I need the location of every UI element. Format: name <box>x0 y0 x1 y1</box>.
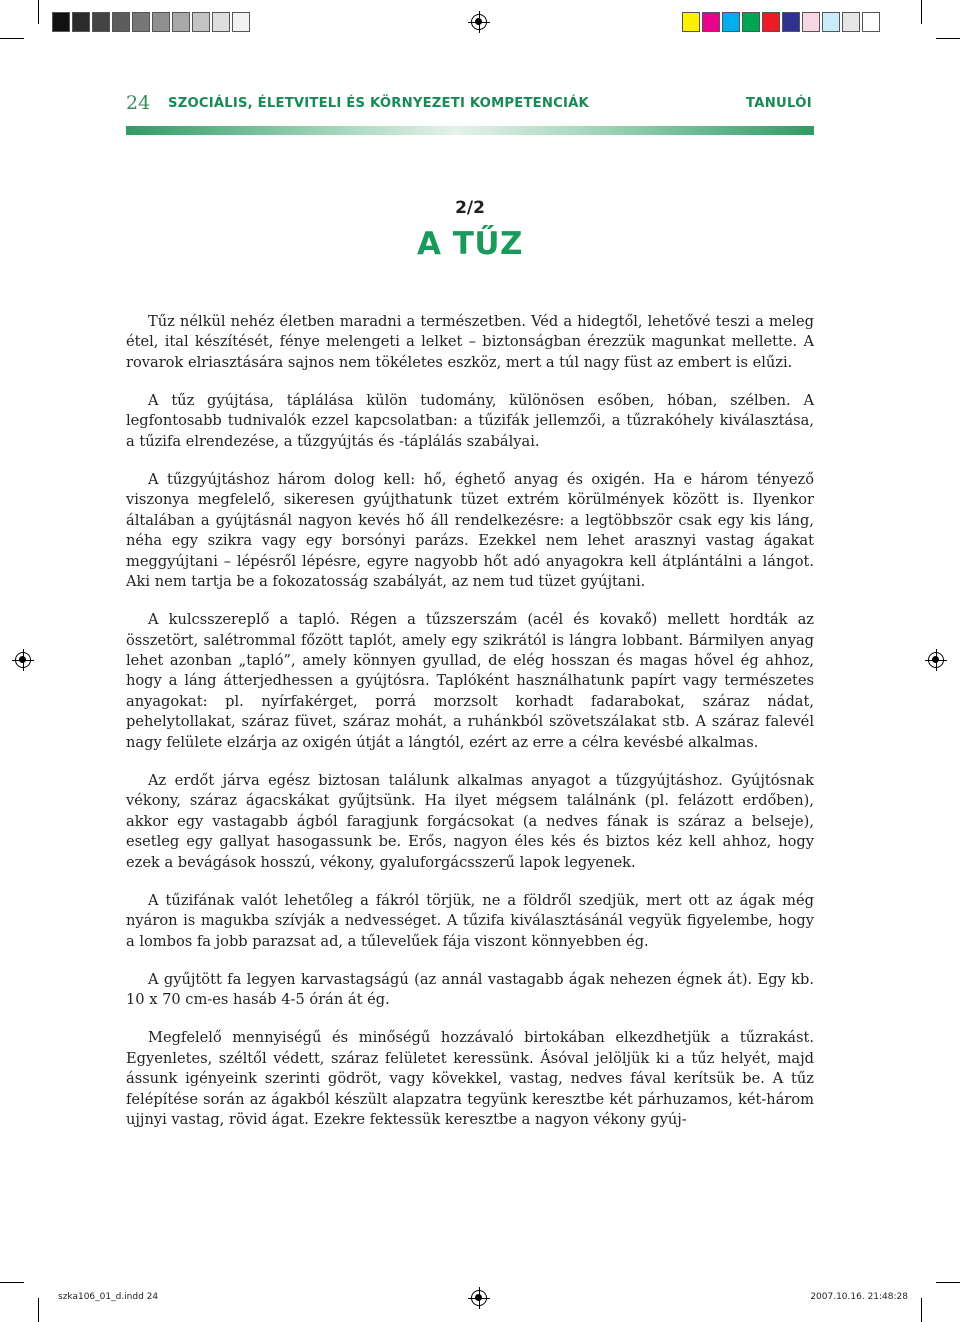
registration-mark-left-icon <box>15 652 31 668</box>
color-swatch <box>702 12 720 32</box>
color-swatch <box>232 12 250 32</box>
footer-file-name: szka106_01_d.indd 24 <box>58 1292 159 1302</box>
crop-mark <box>38 0 39 24</box>
color-swatch <box>802 12 820 32</box>
crop-mark <box>936 38 960 39</box>
color-swatch <box>842 12 860 32</box>
crop-mark <box>0 1282 24 1283</box>
header-title: SZOCIÁLIS, ÉLETVITELI ÉS KÖRNYEZETI KOMPETENCIÁK <box>168 96 589 111</box>
paragraph: Megfelelő mennyiségű és minőségű hozzávaló birtokában elkezdhetjük a tűzrakást. Egyenletes, széltől védett, száraz felületet keressünk. Ásóval jelöljük ki a tűz helyét, majd ássunk igényeink szerinti gödröt, vagy kövekkel, vastag, nedves fával kerítsük be. A tűz felépítése során az ágakból készült alapzatra tegyünk keresztbe két párhuzamos, két-három ujjnyi vastag, rövid ágat. Ezekre fektessük keresztbe a nagyon vékony gyúj- <box>126 1029 814 1128</box>
color-swatch <box>742 12 760 32</box>
header-gradient-rule <box>126 126 814 135</box>
paragraph: A tűzgyújtáshoz három dolog kell: hő, éghető anyag és oxigén. Ha e három tényező viszonya megfelelő, sikeresen gyújthatunk tüzet extrém körülmények között is. Ilyenkor általában a gyújtásnál nagyon kevés hő áll rendelkezésre: a legtöbbször csak egy kis láng, néha egy szikra vagy egy borsónyi parázs. Ezekkel nem lehet arasznyi vastag ágakat meggyújtani – lépésről lépésre, egyre nagyobb hőt adó anyagokra kell átplántálni a lángot. Aki nem tartja be a fokozatosság szabályát, az nem tud tüzet gyújtani. <box>126 471 814 591</box>
paragraph: A kulcsszereplő a tapló. Régen a tűzszerszám (acél és kovakő) mellett hordták az összetört, salétrommal főzött taplót, amely egy szikrától is lángra lobbant. Bármilyen anyag lehet azonban „tapló”, amely könnyen gyullad, de elég hosszan és magas hővel ég ahhoz, hogy a láng átterjedhessen a gyújtósra. Taplóként használhatunk papírt vagy természetes anyagokat: pl. nyírfakérget, porrá morzsolt korhadt fadarabokat, száraz nádat, pehelytollakat, száraz füvet, száraz mohát, a ruhánkból szövetszálakat stb. A száraz falevél nagy felülete elzárja az oxigén útját a lángtól, ezért az erre a célra kevésbé alkalmas. <box>126 611 814 751</box>
color-swatch <box>172 12 190 32</box>
crop-mark <box>38 1298 39 1322</box>
crop-mark <box>921 1298 922 1322</box>
process-color-bar <box>682 12 882 34</box>
page-number: 24 <box>126 92 151 114</box>
footer-timestamp: 2007.10.16. 21:48:28 <box>810 1292 908 1302</box>
registration-mark-right-icon <box>928 652 944 668</box>
color-swatch <box>92 12 110 32</box>
paragraph: Az erdőt járva egész biztosan találunk alkalmas anyagot a tűzgyújtáshoz. Gyújtósnak vékony, száraz ágacskákat gyűjtsünk. Ha ilyet mégsem találnánk (pl. felázott erdőben), akkor egy vastagabb ágból faragjunk forgácsokat (a nedves fának is száraz a belseje), esetleg egy gallyat hasogassunk be. Erős, nagyon éles kés és biztos kéz kell ahhoz, hogy ezek a bevágások hosszú, vékony, gyaluforgácsszerű lapok legyenek. <box>126 771 814 871</box>
grayscale-color-bar <box>52 12 252 34</box>
color-swatch <box>862 12 880 32</box>
page-title: A TŰZ <box>416 226 524 262</box>
color-swatch <box>822 12 840 32</box>
color-swatch <box>72 12 90 32</box>
registration-mark-top-icon <box>471 14 487 30</box>
color-swatch <box>152 12 170 32</box>
crop-mark <box>921 0 922 24</box>
paragraph: Tűz nélkül nehéz életben maradni a természetben. Véd a hidegtől, lehetővé teszi a meleg étel, ital készítését, fénye melengeti a lelket – biztonságban érezzük magunkat mellette. A rovarok elriasztására sajnos nem tökéletes eszköz, mert a túl nagy füst az embert is elűzi. <box>126 313 814 371</box>
paragraph: A tűz gyújtása, táplálása külön tudomány, különösen esőben, hóban, szélben. A legfontosabb tudnivalók ezzel kapcsolatban: a tűzifák jellemzői, a tűzrakóhely kiválasztása, a tűzifa elrendezése, a tűzgyújtás és -táplálás szabályai. <box>126 392 814 450</box>
color-swatch <box>52 12 70 32</box>
header-section-label: TANULÓI <box>745 96 812 111</box>
color-swatch <box>722 12 740 32</box>
color-swatch <box>132 12 150 32</box>
color-swatch <box>782 12 800 32</box>
color-swatch <box>762 12 780 32</box>
paragraph: A gyűjtött fa legyen karvastagságú (az annál vastagabb ágak nehezen égnek át). Egy kb. 10 x 70 cm-es hasáb 4-5 órán át ég. <box>126 970 814 1009</box>
color-swatch <box>212 12 230 32</box>
color-swatch <box>682 12 700 32</box>
registration-mark-bottom-icon <box>471 1290 487 1306</box>
crop-mark <box>0 38 24 39</box>
color-swatch <box>192 12 210 32</box>
running-header <box>126 92 814 114</box>
crop-mark <box>936 1282 960 1283</box>
color-swatch <box>112 12 130 32</box>
paragraph: A tűzifának valót lehetőleg a fákról törjük, ne a földről szedjük, mert ott az ágak még nyáron is magukba szívják a nedvességet. A tűzifa kiválasztásánál vegyük figyelembe, hogy a lombos fa jobb parazsat ad, a tűlevelűek fája viszont könnyebben ég. <box>126 891 814 950</box>
unit-number: 2/2 <box>455 198 485 218</box>
body-text <box>126 312 814 1148</box>
